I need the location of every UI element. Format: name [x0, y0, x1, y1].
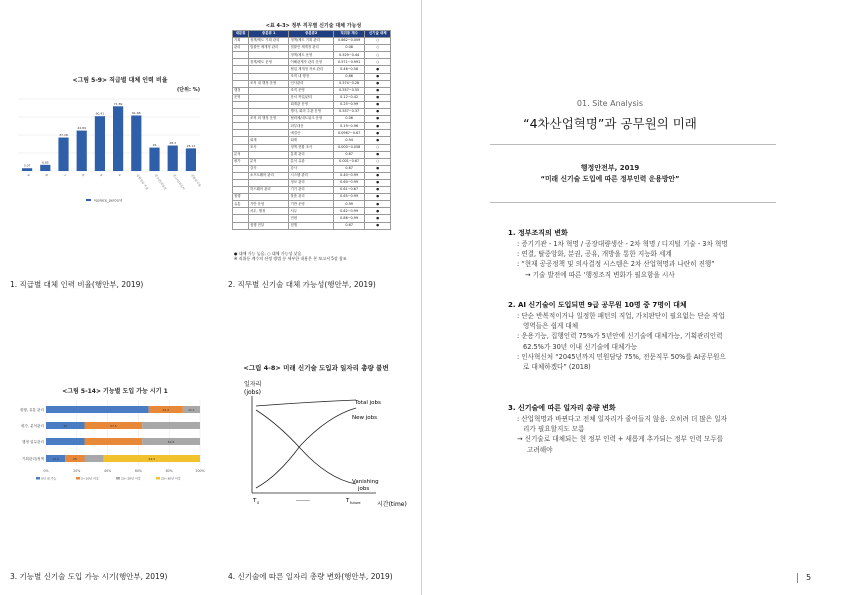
fig2-cell [233, 130, 249, 137]
fig2-cell [233, 73, 249, 80]
fig1-bar [131, 115, 141, 171]
fig1-bar [22, 168, 32, 171]
fig2-cell: 회계 [248, 137, 288, 144]
fig2-row [233, 123, 391, 130]
fig3-title: <그림 5-14> 기능별 도입 가능 시기 1 [62, 388, 168, 395]
fig4-t0: T [253, 498, 257, 504]
fig2-row [233, 109, 391, 116]
fig2-cell [233, 187, 249, 194]
fig2-cell [248, 151, 288, 158]
fig1-tick-label: 전문임기제 [190, 173, 202, 188]
fig2-cell: 0.66 [333, 73, 364, 80]
fig2-cell [233, 208, 249, 215]
s2-line: 로 대체하겠다” (2018) [523, 363, 591, 372]
fig3-x-tick: 20% [73, 469, 81, 473]
fig2-row [233, 73, 391, 80]
fig4-new-label: New jobs [352, 415, 377, 421]
fig2-cell [233, 144, 249, 151]
fig3-legend-swatch [76, 477, 80, 480]
fig2-cell: ○ [365, 38, 391, 45]
fig2-cell: 분석 [233, 151, 249, 158]
fig2-cell [248, 179, 288, 186]
fig3-category-label: 기획관리/정책 [21, 456, 44, 461]
fig2-cell: 회계 [289, 137, 333, 144]
fig2-cell [248, 215, 288, 222]
fig1-caption: 1. 직급별 대체 인력 비율(행안부, 2019) [10, 280, 144, 289]
fig2-cell [233, 123, 249, 130]
fig1-bar [149, 148, 159, 171]
page-divider [421, 0, 422, 595]
s2-body [517, 311, 777, 372]
fig1-title: <그림 5-9> 직급별 대체 인력 비율 [72, 77, 168, 84]
section-title: “4차산업혁명”과 공무원의 미래 [523, 116, 697, 131]
fig4-tf: T [346, 498, 350, 504]
fig1-tick-label: 연구사/지도사 [171, 173, 186, 191]
fig1-chart [8, 93, 205, 208]
fig3-x-tick: 60% [134, 469, 142, 473]
fig3-bar-segment [46, 406, 149, 413]
fig2-cell: 행정 [233, 87, 249, 94]
fig2-cell [248, 66, 288, 73]
s2-line: 62.5%가 30년 이내 신기술에 대체가능 [523, 342, 638, 351]
fig2-cell: 0.86~0.99 [333, 215, 364, 222]
source-author: 행정안전부, 2019 [580, 164, 640, 172]
fig2-cell: ● [365, 94, 391, 101]
fig2-cell: 이해관계자 관리 운영 [289, 59, 333, 66]
fig4-t0-sub: 0 [257, 501, 260, 505]
fig4-yaxis-label: 일자리 [244, 381, 262, 388]
fig2-cell: 0.40~0.99 [333, 172, 364, 179]
fig2-cell: 0.557~0.55 [333, 87, 364, 94]
fig3-legend-label: 10~20년 이후 [121, 476, 141, 481]
fig2-cell [233, 109, 249, 116]
fig2-cell: ○ [365, 59, 391, 66]
fig2-cell [233, 172, 249, 179]
fig2-cell: 정보 관리 [289, 179, 333, 186]
fig2-header-cell: 신기술 대체 [365, 31, 391, 38]
fig4-dots: ------- [296, 498, 310, 504]
fig3-value-label: 62.5 [148, 457, 156, 462]
fig2-cell: 관리 [233, 45, 249, 52]
fig2-cell: 0.06 [333, 116, 364, 123]
fig3-value-label: 62.5 [167, 440, 175, 445]
fig4-vanishing-line [256, 410, 356, 484]
fig4-yaxis-unit: (jobs) [244, 389, 261, 396]
fig2-cell: 법률안 제개정 관리 [248, 45, 288, 52]
fig2-cell: ● [365, 208, 391, 215]
fig2-cell [248, 194, 288, 201]
fig1-bar [168, 146, 178, 171]
fig4-title: <그림 4-8> 미래 신기술 도입과 일자리 총량 불변 [243, 364, 389, 372]
fig2-cell: 정책 현황 조사 [289, 144, 333, 151]
fig2-row [233, 130, 391, 137]
fig2-cell: 0.94 [333, 137, 364, 144]
fig1-bar [186, 148, 196, 171]
fig3-bar-segment [85, 438, 143, 445]
fig3-legend-swatch [116, 477, 120, 480]
fig2-cell [233, 137, 249, 144]
fig2-cell [233, 116, 249, 123]
fig2-cell [248, 123, 288, 130]
fig1-value-label: 28.3 [169, 141, 177, 146]
fig2-row [233, 52, 391, 59]
s1-line: : 연결, 탈중앙화, 분권, 공유, 개방을 통한 지능화 세계 [517, 250, 672, 259]
fig2-cell [233, 165, 249, 172]
source-report: “미래 신기술 도입에 따른 정부인력 운용방안” [540, 175, 680, 183]
fig2-cell: 외부대응 [289, 123, 333, 130]
fig2-cell: 감사 [289, 165, 333, 172]
fig2-cell: 0.19~0.96 [333, 123, 364, 130]
fig4-xaxis-label: 시간(time) [377, 501, 407, 508]
fig1-value-label: 61.68 [132, 110, 141, 115]
fig2-cell: ● [365, 109, 391, 116]
fig2-cell [248, 101, 288, 108]
fig2-cell: 법률안 제개정 관리 [289, 45, 333, 52]
fig2-cell: ● [365, 130, 391, 137]
fig2-row [233, 179, 391, 186]
fig2-cell: 0.000~0.058 [333, 144, 364, 151]
fig2-cell [248, 109, 288, 116]
fig2-cell [233, 80, 249, 87]
fig2-cell: 0.08 [333, 45, 364, 52]
fig2-cell [248, 52, 288, 59]
fig3-bars [20, 400, 205, 481]
fig3-legend-label: 5년 내 가능 [41, 476, 57, 481]
fig2-cell: 0.001~0.67 [333, 158, 364, 165]
fig2-cell: ● [365, 172, 391, 179]
fig4-total-label: Total jobs [355, 400, 381, 406]
fig2-cell: 0.12~0.42 [333, 94, 364, 101]
fig2-cell [233, 222, 249, 229]
fig2-cell: 서무 [289, 208, 333, 215]
fig3-category-label: 행정 업무관리 [22, 439, 44, 444]
fig1-value-label: 71.89 [113, 101, 123, 106]
fig3-value-label: 25 [63, 424, 68, 429]
fig2-cell [233, 215, 249, 222]
fig2-cell: 정책/제도 기획 관리 [289, 38, 333, 45]
fig2-cell: ● [365, 194, 391, 201]
fig2-cell: 0.61~0.67 [333, 187, 364, 194]
s1-line: : 증기기관 - 1차 혁명 / 공장대량생산 - 2차 혁명 / 디지털 기술 - 3차 혁명 [517, 240, 728, 248]
fig2-cell: 0.862~0.009 [333, 38, 364, 45]
fig3-x-tick: 80% [165, 469, 173, 473]
fig3-x-tick: 40% [104, 469, 112, 473]
fig3-value-label: 11.1 [188, 408, 195, 413]
fig2-cell: 0.0967~0.67 [333, 130, 364, 137]
fig3-legend-swatch [156, 477, 160, 480]
fig2-cell: ● [365, 215, 391, 222]
fig1-value-label: 25.13 [186, 143, 196, 148]
s2-heading: 2. AI 신기술이 도입되면 9급 공무원 10명 중 7명이 대체 [508, 301, 687, 309]
s1-line: : “현재 공공정책 및 의사결정 시스템은 2차 산업혁명과 나란히 진행” [517, 260, 715, 269]
fig2-cell: 기획 [233, 38, 249, 45]
fig2-cell: ○ [365, 144, 391, 151]
fig1-tick-label: 6 [80, 173, 86, 178]
fig2-cell: 정책/제도 운영 [248, 59, 288, 66]
fig2-cell: ● [365, 87, 391, 94]
fig1-legend-swatch [86, 199, 91, 201]
fig2-cell [233, 59, 249, 66]
fig1-bar [77, 131, 87, 171]
fig2-cell: ● [365, 116, 391, 123]
fig2-cell [248, 73, 288, 80]
fig2-cell: 0.99 [333, 201, 364, 208]
fig2-table [232, 30, 391, 230]
fig2-cell: 0.60~0.99 [333, 179, 364, 186]
fig2-row [233, 201, 391, 208]
fig2-cell: 0.62~0.99 [333, 208, 364, 215]
fig2-cell: ○ [365, 158, 391, 165]
fig1-bar [58, 138, 68, 171]
fig2-cell: ● [365, 179, 391, 186]
fig2-cell: ● [365, 73, 391, 80]
fig2-cell: 분석 유관 [289, 158, 333, 165]
fig2-cell: 통계 관리 [289, 151, 333, 158]
fig3-value-label: 22.2 [162, 408, 170, 413]
fig2-cell: 정책/제도 기획 관리 [248, 38, 288, 45]
fig2-cell: 0.571~0.991 [333, 59, 364, 66]
fig2-row [233, 187, 391, 194]
fig2-cell [233, 179, 249, 186]
fig2-cell: 정책/제도 운영 [289, 52, 333, 59]
fig1-unit: (단위: %) [177, 87, 200, 93]
fig2-cell: 조직 외 행정 운영 [248, 116, 288, 123]
fig1-bar [113, 106, 123, 171]
fig2-cell [233, 52, 249, 59]
fig2-row [233, 45, 391, 52]
fig2-cell: 0.67 [333, 151, 364, 158]
fig2-cell: 민원 [289, 215, 333, 222]
fig2-row [233, 66, 391, 73]
fig2-cell: 소프트웨어 관리 [248, 172, 288, 179]
fig2-cell: 협업 재개정 자료 관리 [289, 66, 333, 73]
fig2-cell: 감사 [248, 165, 288, 172]
fig1-value-label: 37.18 [59, 133, 68, 138]
fig4-new-line [256, 408, 356, 488]
fig3-value-label: 25 [72, 457, 77, 462]
fig2-cell: 행사, 회의 주관 운영 [289, 109, 333, 116]
fig2-row [233, 38, 391, 45]
fig3-bar-segment [46, 438, 85, 445]
fig2-cell [248, 130, 288, 137]
fig2-cell: 협력체/네트워크 운영 [289, 116, 333, 123]
fig2-cell: 0.557~0.37 [333, 109, 364, 116]
fig3-caption: 3. 기능별 신기술 도입 가능 시기(행안부, 2019) [10, 572, 168, 581]
fig2-cell: 하드웨어 관리 [248, 187, 288, 194]
fig2-cell: ○ [365, 52, 391, 59]
section-label: 01. Site Analysis [576, 99, 644, 108]
fig2-row [233, 151, 391, 158]
fig4-vanishing-label: Vanishing [352, 479, 379, 485]
fig2-cell [248, 94, 288, 101]
fig1-legend-label: replace_percent [94, 198, 123, 203]
fig1-tick-label: 9 [26, 173, 31, 178]
fig1-value-label: 3.07 [23, 163, 31, 168]
s2-line: : 단순 반복적이거나 일정한 패턴의 직업, 가치판단이 필요없는 단순 작업 [517, 312, 725, 320]
fig3-x-tick: 100% [195, 469, 205, 473]
page-number-bar [797, 573, 798, 583]
fig4-total-line [256, 400, 356, 406]
fig2-title: <표 4-3> 정부 직무별 신기술 대체 가능성 [265, 23, 362, 29]
fig2-cell: 분석 [248, 158, 288, 165]
fig2-header-cell: 중분류2 [289, 31, 333, 38]
source-rule [490, 202, 776, 203]
fig2-cell: 물품 관리 [289, 194, 333, 201]
fig2-cell: ● [365, 151, 391, 158]
fig1-tick-label: 8 [44, 173, 49, 178]
fig2-cell: ● [365, 123, 391, 130]
s1-body [517, 239, 777, 280]
fig2-row [233, 101, 391, 108]
fig2-cell: 예결산 [289, 130, 333, 137]
title-rule [490, 144, 776, 145]
fig2-cell: 0.65~0.99 [333, 194, 364, 201]
fig2-cell: 조직 내 행정 [289, 73, 333, 80]
fig1-value-label: 60.91 [95, 111, 105, 116]
fig2-cell: 0.574~0.28 [333, 80, 364, 87]
fig2-cell: ● [365, 137, 391, 144]
s2-line: : 운용기능, 집행인력 75%가 5년안에 신기술에 대체가능, 기획관리인력 [517, 332, 723, 341]
fig2-row [233, 215, 391, 222]
fig2-cell: 집행 전달 [248, 222, 288, 229]
fig3-bar-segment [142, 422, 200, 429]
fig3-bar-segment [85, 455, 104, 462]
fig2-cell: ● [365, 201, 391, 208]
fig2-cell: 집행 [233, 194, 249, 201]
fig2-row [233, 87, 391, 94]
fig3-value-label: 12.5 [52, 457, 59, 462]
fig2-cell: 서무, 행정 [248, 208, 288, 215]
fig2-cell [233, 66, 249, 73]
fig2-row [233, 80, 391, 87]
fig1-bars [22, 102, 203, 191]
fig3-x-tick: 0% [43, 469, 49, 473]
fig2-header-cell: 직위등 계수 [333, 31, 364, 38]
fig2-row [233, 194, 391, 201]
fig1-tick-label: 4 [117, 173, 122, 178]
fig3-legend-label: 5~10년 이후 [81, 476, 99, 481]
fig2-cell: 평가 [233, 158, 249, 165]
fig2-row [233, 59, 391, 66]
fig2-cell: ● [365, 165, 391, 172]
fig2-cell: 인사관리 [289, 80, 333, 87]
fig2-cell: 회계관 운영 [289, 101, 333, 108]
fig1-value-label: 6.85 [41, 160, 49, 165]
fig2-cell: 0.67 [333, 165, 364, 172]
fig2-cell: 0.46~0.58 [333, 66, 364, 73]
fig2-cell: 집행 [289, 222, 333, 229]
fig1-tick-label: 7 [62, 173, 68, 178]
fig3-value-label: 37.5 [110, 424, 117, 429]
fig2-cell [248, 87, 288, 94]
fig4-chart [238, 376, 418, 516]
s3-line: 리가 필요할지도 모름 [523, 425, 585, 434]
fig2-header-row [233, 31, 391, 38]
fig2-row [233, 137, 391, 144]
fig3-category-label: 집행, 유통 관리 [19, 407, 44, 412]
fig4-vanishing-label2: jobs [358, 486, 370, 492]
s2-line: : 인사혁신처 “2045년까지 민원담당 75%, 전문직무 50%를 AI공무원으 [517, 352, 726, 361]
fig1-value-label: 26 [152, 143, 157, 148]
page-number: 5 [806, 573, 812, 582]
fig1-tick-label: 임원직급 이상 [135, 173, 150, 191]
fig2-cell [233, 101, 249, 108]
fig2-cell: ● [365, 187, 391, 194]
fig2-cell: 0.529~0.44 [333, 52, 364, 59]
fig2-cell: ● [365, 66, 391, 73]
s3-line: → 신기술로 대체되는 현 정부 인력 + 새롭게 추가되는 정부 인력 모두를 [517, 435, 724, 444]
fig2-footnote2: ※ 직위등 계수의 산정 방법 등 세부한 내용은 본 보고서 5장 참조 [234, 256, 347, 261]
fig2-cell: 조직 내 행정 운영 [248, 80, 288, 87]
fig2-cell: ● [365, 222, 391, 229]
s3-heading: 3. 신기술에 따른 일자리 총량 변화 [508, 404, 616, 412]
s3-line: 고려해야 [527, 445, 553, 454]
fig2-cell: 조사 [248, 144, 288, 151]
s1-line: → 기술 발전에 따른 ‘행정조직 변화가 필요함을 시사 [525, 270, 675, 279]
fig2-footnote1: ● 대체 가능 높음, ○ 대체 가능성 낮음 [234, 251, 302, 256]
fig1-bar [95, 116, 105, 171]
fig2-cell: ● [365, 101, 391, 108]
fig1-tick-label: 연구관/지도관 [153, 173, 168, 191]
fig2-cell: ● [365, 80, 391, 87]
fig2-cell: 기기 관리 [289, 187, 333, 194]
fig2-caption: 2. 직무별 신기술 대체 가능성(행안부, 2019) [228, 280, 376, 289]
fig1-value-label: 44.89 [77, 126, 86, 131]
fig3-legend-swatch [36, 477, 40, 480]
s3-line: : 산업혁명과 바뀐다고 전체 일자리가 줄어들지 않음. 오히려 더 많은 일자 [517, 415, 727, 423]
fig2-row [233, 172, 391, 179]
s2-line: 영역들은 쉽게 대체 [523, 322, 579, 331]
fig2-cell: 조직 운영 [289, 87, 333, 94]
fig2-row [233, 222, 391, 229]
fig1-bar [40, 165, 50, 171]
fig3-chart [6, 398, 206, 484]
fig2-cell: 운영 [233, 94, 249, 101]
fig2-cell: 기반 운영 [289, 201, 333, 208]
s3-body [517, 414, 777, 455]
fig2-cell: 0.67 [333, 222, 364, 229]
fig2-row [233, 94, 391, 101]
fig2-cell: 0.25~0.99 [333, 101, 364, 108]
fig2-cell: 유통 [233, 201, 249, 208]
s1-heading: 1. 정부조직의 변화 [508, 229, 568, 237]
fig2-cell: 기반 운영 [248, 201, 288, 208]
fig2-row [233, 158, 391, 165]
fig2-row [233, 208, 391, 215]
fig4-caption: 4. 신기술에 따른 일자리 총량 변화(행안부, 2019) [228, 572, 393, 581]
fig4-tf-sub: future [350, 501, 361, 505]
fig2-cell: 문서 작업/관리 [289, 94, 333, 101]
fig2-row [233, 144, 391, 151]
fig2-cell: 시스템 관리 [289, 172, 333, 179]
fig3-legend-label: 20~30년 이후 [161, 476, 181, 481]
fig2-cell: ○ [365, 45, 391, 52]
fig1-tick-label: 5 [99, 173, 104, 178]
fig2-header-cell: 중분류 1 [248, 31, 288, 38]
fig2-row [233, 165, 391, 172]
fig3-category-label: 평가, 분석관리 [20, 423, 44, 428]
fig2-row [233, 116, 391, 123]
fig2-header-cell: 대분류 [233, 31, 249, 38]
